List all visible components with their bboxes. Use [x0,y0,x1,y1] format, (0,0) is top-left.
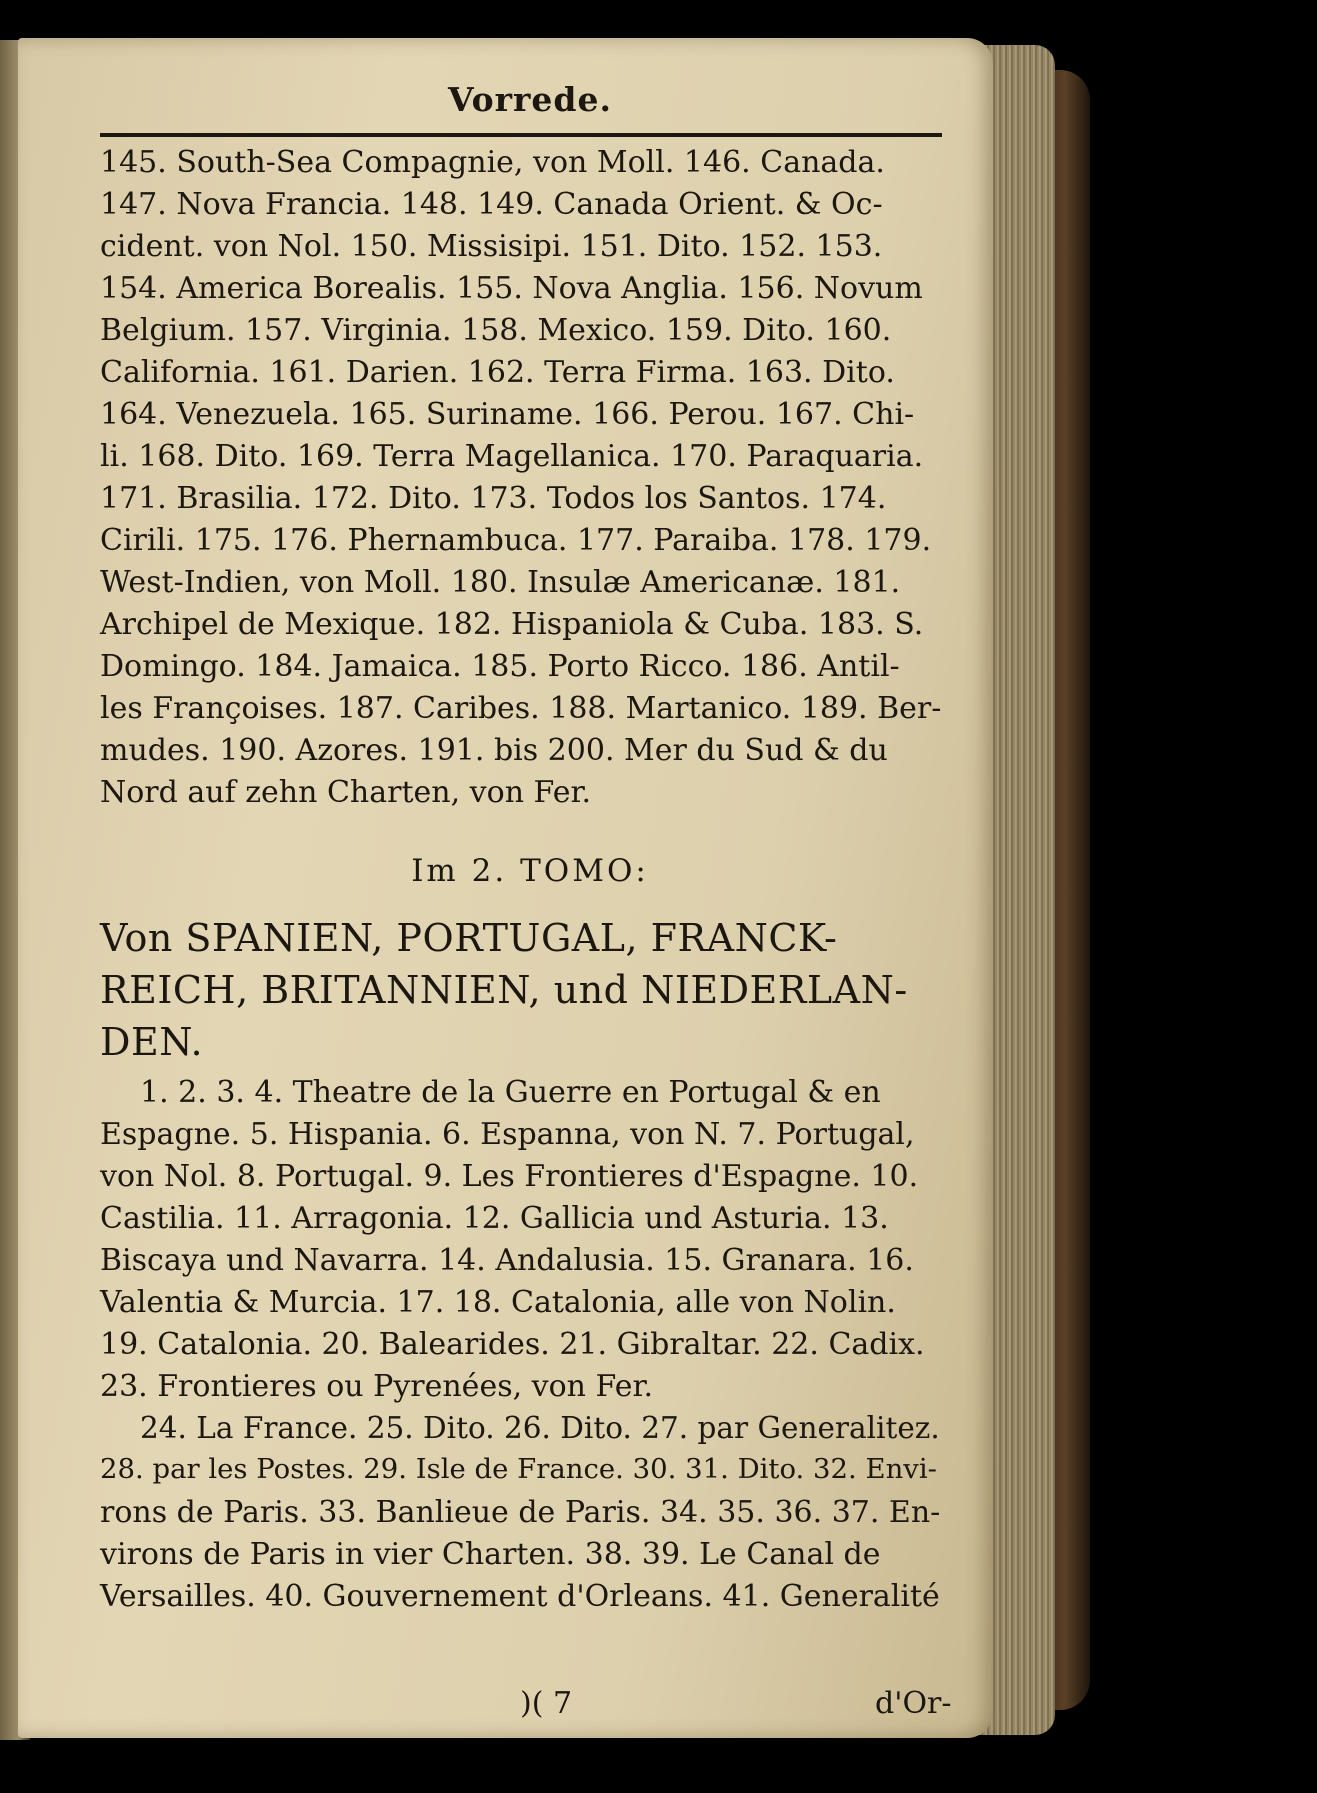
text-line: 154. America Borealis. 155. Nova Anglia. 156. Novum [100,271,923,306]
text-line: Nord auf zehn Charten, von Fer. [100,775,592,810]
text-line: von Nol. 8. Portugal. 9. Les Frontieres d'Espagne. 10. [100,1159,919,1194]
section-title-line: REICH, BRITANNIEN, und NIEDERLAN- [100,968,908,1012]
text-line: les Françoises. 187. Caribes. 188. Martanico. 189. Ber- [100,691,942,726]
text-line: 1. 2. 3. 4. Theatre de la Guerre en Portugal & en [140,1075,881,1110]
section-heading: Im 2. TOMO: [411,853,649,889]
text-line: Archipel de Mexique. 182. Hispaniola & Cuba. 183. S. [100,607,924,642]
running-head: Vorrede. [448,80,612,119]
catchword: d'Or- [875,1686,952,1721]
header-rule [100,133,942,137]
text-line: 171. Brasilia. 172. Dito. 173. Todos los Santos. 174. [100,481,887,516]
text-line: Espagne. 5. Hispania. 6. Espanna, von N. 7. Portugal, [100,1117,915,1152]
text-line: rons de Paris. 33. Banlieue de Paris. 34. 35. 36. 37. En- [100,1495,941,1530]
text-line: 147. Nova Francia. 148. 149. Canada Orient. & Oc- [100,187,883,222]
text-line: Domingo. 184. Jamaica. 185. Porto Ricco. 186. Antil- [100,649,900,684]
text-line: cident. von Nol. 150. Missisipi. 151. Dito. 152. 153. [100,229,883,264]
text-line: 24. La France. 25. Dito. 26. Dito. 27. par Generalitez. [140,1411,940,1445]
text-line: 23. Frontieres ou Pyrenées, von Fer. [100,1369,654,1404]
text-line: 145. South-Sea Compagnie, von Moll. 146. Canada. [100,145,885,180]
text-line: Belgium. 157. Virginia. 158. Mexico. 159. Dito. 160. [100,313,892,348]
text-line: mudes. 190. Azores. 191. bis 200. Mer du Sud & du [100,733,888,768]
signature-mark: )( 7 [520,1686,573,1721]
text-line: Biscaya und Navarra. 14. Andalusia. 15. Granara. 16. [100,1243,914,1278]
section-title-line: DEN. [100,1020,204,1064]
section-title-line: Von SPANIEN, PORTUGAL, FRANCK- [100,916,838,960]
text-line: Versailles. 40. Gouvernement d'Orleans. 41. Generalité [100,1579,940,1614]
text-line: li. 168. Dito. 169. Terra Magellanica. 170. Paraquaria. [100,439,924,474]
book-page [18,38,993,1738]
text-line: Castilia. 11. Arragonia. 12. Gallicia und Asturia. 13. [100,1201,889,1236]
text-line: Cirili. 175. 176. Phernambuca. 177. Paraiba. 178. 179. [100,523,932,558]
text-line: California. 161. Darien. 162. Terra Firma. 163. Dito. [100,355,895,390]
text-line: 164. Venezuela. 165. Suriname. 166. Perou. 167. Chi- [100,397,915,432]
text-line: 28. par les Postes. 29. Isle de France. 30. 31. Dito. 32. Envi- [100,1453,937,1485]
text-line: West-Indien, von Moll. 180. Insulæ Americanæ. 181. [100,565,901,600]
text-line: virons de Paris in vier Charten. 38. 39. Le Canal de [100,1537,881,1572]
text-line: 19. Catalonia. 20. Balearides. 21. Gibraltar. 22. Cadix. [100,1327,925,1362]
text-line: Valentia & Murcia. 17. 18. Catalonia, alle von Nolin. [100,1285,896,1320]
